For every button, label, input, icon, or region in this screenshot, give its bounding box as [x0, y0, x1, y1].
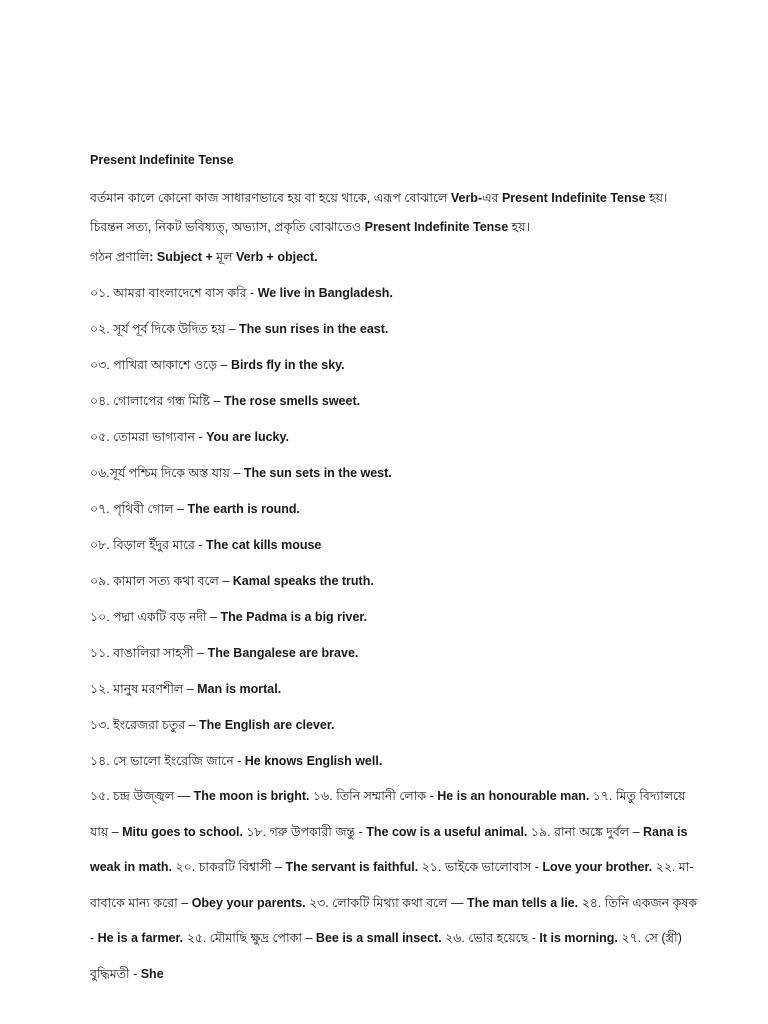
example-item: [90, 464, 700, 482]
example-english: The Bangalese are brave.: [207, 646, 359, 660]
example-item: [90, 536, 700, 554]
example-item: [90, 680, 700, 698]
example-english: He is an honourable man.: [437, 789, 593, 803]
example-item: [90, 608, 700, 626]
example-item: [90, 644, 700, 662]
example-bengali: ২৩. লোকটি মিথ্যা কথা বলে —: [309, 895, 467, 910]
example-english: Birds fly in the sky.: [230, 358, 345, 372]
example-english: The English are clever.: [199, 718, 335, 732]
structure-label: গঠন প্রণালি: [90, 250, 150, 264]
example-bengali: ২২. মা-বাবাকে মান্য করো –: [90, 860, 694, 910]
intro-segment: এর: [482, 191, 502, 205]
example-item: [90, 356, 700, 374]
example-bengali: ০২. সূর্য পূর্ব দিকে উদিত হয় –: [90, 322, 239, 336]
example-bengali: ১৩. ইংরেজরা চতুর –: [90, 718, 200, 732]
example-bengali: ১২. মানুষ মরণশীল –: [90, 682, 198, 696]
example-item: [90, 428, 700, 446]
example-bengali: ২৭. সে (স্ত্রী) বুদ্ধিমতী -: [90, 931, 682, 981]
example-english: It is morning.: [539, 931, 622, 945]
formula-part: : Subject +: [149, 250, 217, 264]
intro-segment: হয়।: [508, 220, 531, 234]
example-english: You are lucky.: [206, 430, 289, 444]
example-bengali: ১০. পদ্মা একটি বড় নদী –: [90, 610, 221, 624]
example-english: He is a farmer.: [97, 931, 187, 945]
example-english: Love your brother.: [542, 860, 656, 874]
example-english: The cat kills mouse: [206, 538, 322, 552]
example-bengali: ১৯. রানা অঙ্কে দুর্বল –: [530, 824, 644, 839]
intro-paragraph: [90, 184, 700, 242]
example-english: The rose smells sweet.: [223, 394, 361, 408]
example-item: [90, 284, 700, 302]
formula-bn: মূল: [216, 250, 233, 264]
structure-formula: [90, 248, 700, 266]
example-english: Mitu goes to school.: [122, 824, 247, 839]
example-bengali: ২১. ভাইকে ভালোবাস -: [421, 860, 543, 874]
example-bengali: ১১. বাঙালিরা সাহসী –: [90, 646, 208, 660]
intro-segment: বর্তমান কালে কোনো কাজ সাধারণভাবে হয় বা হয়ে থাকে, এরূপ বোঝালে: [90, 191, 451, 205]
example-english: He knows English well.: [244, 754, 383, 768]
example-item: [90, 392, 700, 410]
example-english: Obey your parents.: [191, 895, 310, 910]
example-bengali: ১৬. তিনি সম্মানী লোক -: [313, 789, 438, 803]
example-item: [90, 320, 700, 338]
intro-segment: Present Indefinite Tense: [501, 191, 646, 205]
document-title: Present Indefinite Tense: [90, 153, 234, 167]
example-english: The earth is round.: [187, 502, 300, 516]
example-english: The cow is a useful animal.: [366, 824, 531, 839]
example-english: The man tells a lie.: [466, 895, 582, 910]
example-english: She: [140, 966, 164, 981]
intro-segment: Verb-: [450, 191, 483, 205]
example-bengali: ০৪. গোলাপের গন্ধ মিষ্টি –: [90, 394, 224, 408]
example-item: [90, 716, 700, 734]
example-bengali: ০৭. পৃথিবী গোল –: [90, 502, 188, 516]
document-page: [90, 151, 700, 998]
example-english: The servant is faithful.: [285, 860, 422, 874]
example-english: The Padma is a big river.: [220, 610, 368, 624]
example-bengali: ০৫. তোমরা ভাগ্যবান -: [90, 430, 207, 444]
example-english: Bee is a small insect.: [315, 931, 446, 945]
example-bengali: ০১. আমরা বাংলাদেশে বাস করি -: [90, 286, 258, 300]
example-english: Kamal speaks the truth.: [232, 574, 374, 588]
example-english: The moon is bright.: [193, 789, 314, 803]
example-bengali: ০৩. পাখিরা আকাশে ওড়ে –: [90, 358, 231, 372]
example-english: The sun rises in the east.: [239, 322, 389, 336]
example-list: [90, 284, 700, 770]
formula-part: Verb + object.: [232, 250, 318, 264]
example-english: The sun sets in the west.: [243, 466, 392, 480]
intro-segment: হয়। চিরন্তন সত্য, নিকট ভবিষ্যত্, অভ্যাস, প্রকৃতি বোঝাতেও: [90, 191, 668, 234]
example-bengali: ১৪. সে ভালো ইংরেজি জানে -: [90, 754, 245, 768]
example-bengali: ১৮. গরু উপকারী জন্তু -: [246, 824, 367, 839]
example-bengali: ০৬.সূর্য পশ্চিম দিকে অস্ত যায় –: [90, 466, 244, 480]
example-bengali: ২৫. মৌমাছি ক্ষুদ্র পোকা –: [186, 931, 316, 945]
example-paragraph: [90, 779, 700, 992]
example-english: We live in Bangladesh.: [257, 286, 393, 300]
example-item: [90, 752, 700, 770]
intro-segment: Present Indefinite Tense: [364, 220, 509, 234]
example-bengali: ২৬. ভোর হয়েছে -: [445, 931, 540, 945]
example-bengali: ১৫. চন্দ্র উজ্জ্বল —: [90, 789, 194, 803]
example-item: [90, 500, 700, 518]
example-bengali: ২৪. তিনি একজন কৃষক -: [90, 895, 697, 945]
example-bengali: ১৭. মিতু বিদ্যালয়ে যায় –: [90, 789, 686, 839]
example-item: [90, 572, 700, 590]
example-bengali: ০৯. কামাল সত্য কথা বলে –: [90, 574, 233, 588]
example-bengali: ০৮. বিড়াল ইঁদুর মারে -: [90, 538, 207, 552]
example-english: Rana is weak in math.: [90, 824, 688, 874]
example-bengali: ২০. চাকরটি বিশ্বাসী –: [175, 860, 286, 874]
example-english: Man is mortal.: [197, 682, 282, 696]
